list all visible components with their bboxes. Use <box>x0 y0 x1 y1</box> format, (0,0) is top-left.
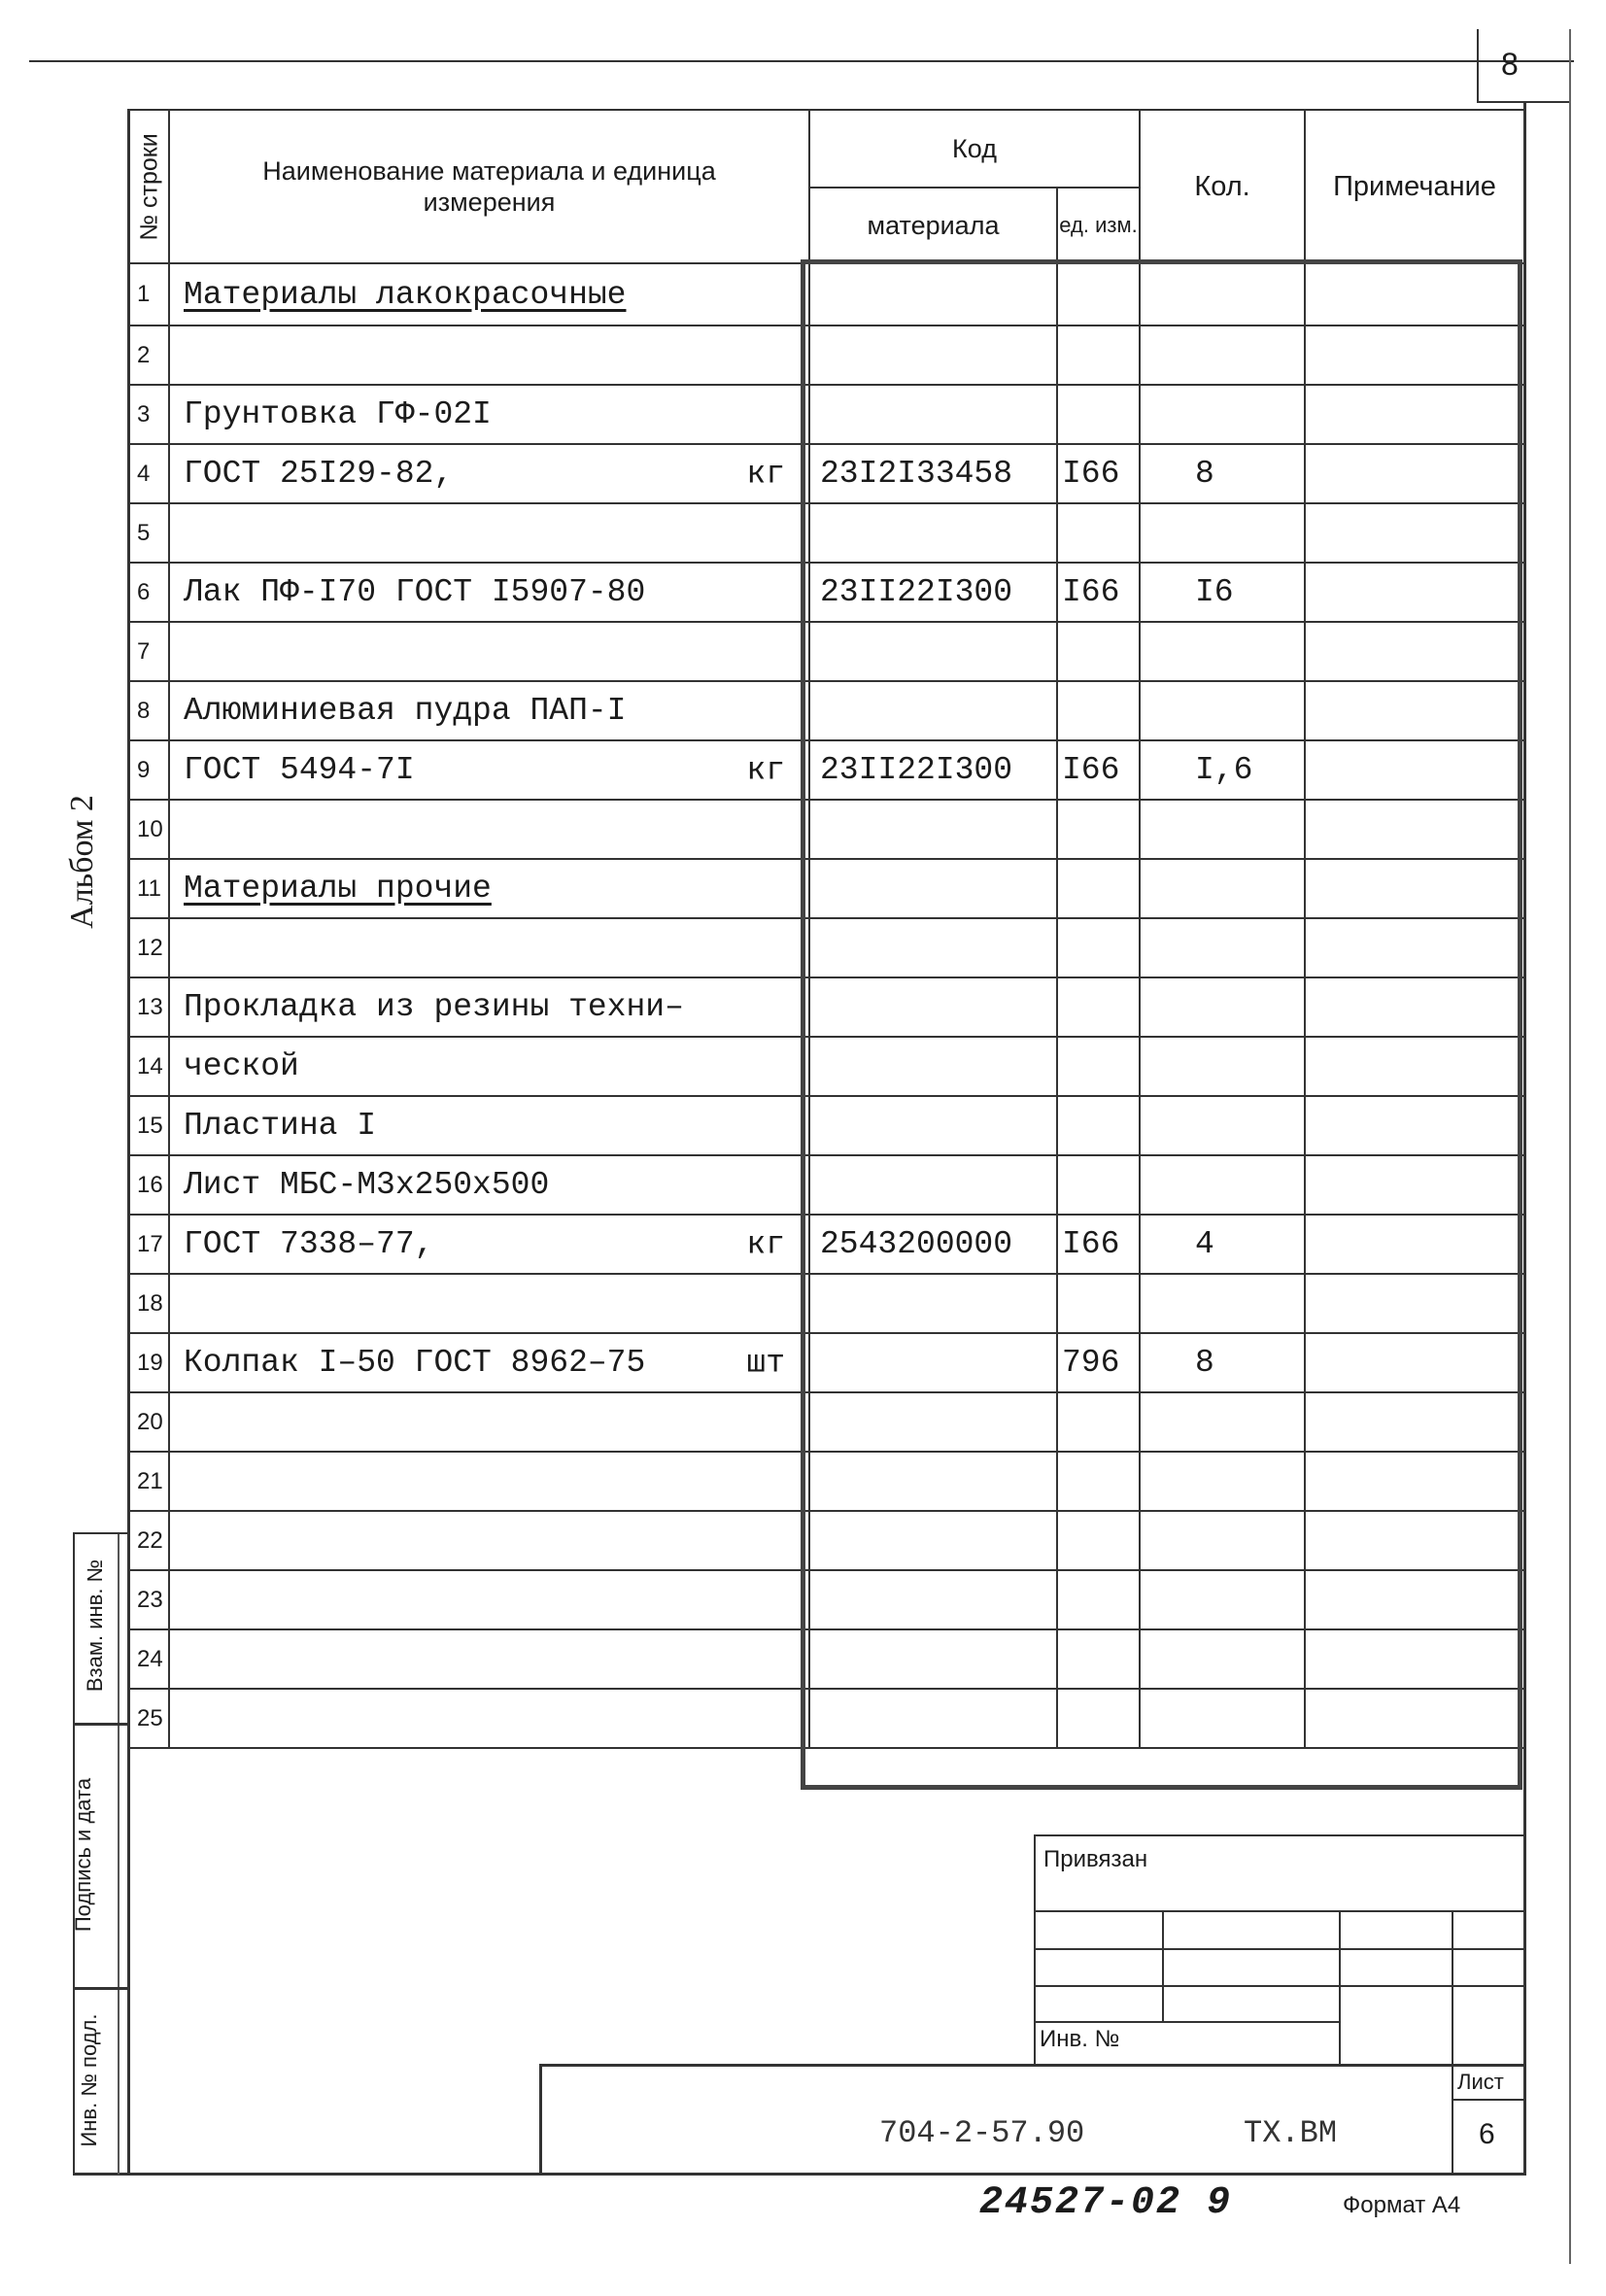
quantity: 4 <box>1140 1215 1305 1274</box>
material-name <box>169 859 809 918</box>
material-name <box>169 918 809 977</box>
top-rule <box>29 60 1574 62</box>
corner-box-bottom <box>1477 101 1569 103</box>
doc-mark: ТХ.ВМ <box>1244 2115 1338 2151</box>
outer-bottom-border <box>73 2173 1526 2176</box>
tb-h4 <box>1034 2021 1339 2023</box>
row-number: 22 <box>128 1511 169 1570</box>
doc-code: 704-2-57.90 <box>879 2115 1085 2151</box>
row-number: 6 <box>128 563 169 622</box>
unit-code: I66 <box>1057 1215 1140 1274</box>
privyazan-label: Привязан <box>1043 1846 1148 1872</box>
row-number: 23 <box>128 1570 169 1629</box>
tb-bottom-strip-left <box>539 2064 542 2175</box>
material-name-text: ГОСТ 7338–77, <box>184 1226 434 1262</box>
sheet-corner-number: 8 <box>1501 47 1519 82</box>
format-label: Формат А4 <box>1343 2192 1461 2218</box>
row-number: 20 <box>128 1392 169 1452</box>
material-name <box>169 563 809 622</box>
vzam-inv-label: Взам. инв. № <box>83 1559 107 1693</box>
material-name-text: Материалы прочие <box>184 871 492 907</box>
material-name-text: ГОСТ 25I29-82, <box>184 456 454 492</box>
material-name <box>169 977 809 1037</box>
row-number: 8 <box>128 681 169 740</box>
row-number: 15 <box>128 1096 169 1155</box>
material-unit: шт <box>746 1345 785 1381</box>
material-name <box>169 622 809 681</box>
inv-podl-label: Инв. № подл. <box>77 2013 101 2147</box>
material-unit: кг <box>746 752 785 788</box>
row-number: 24 <box>128 1629 169 1689</box>
quantity: I,6 <box>1140 740 1305 800</box>
row-number: 7 <box>128 622 169 681</box>
material-name-text: Материалы лакокрасочные <box>184 276 627 313</box>
sheet-number: 6 <box>1479 2118 1495 2150</box>
material-name <box>169 1629 809 1689</box>
album-label: Альбом 2 <box>64 795 100 929</box>
podpis-data-label: Подпись и дата <box>71 1777 95 1933</box>
material-name <box>169 800 809 859</box>
material-name-text: ческой <box>184 1048 299 1084</box>
material-code: 23II22I300 <box>809 563 1057 622</box>
material-name <box>169 263 809 326</box>
material-name <box>169 1155 809 1215</box>
tb-vert-main <box>1034 1834 1036 2066</box>
row-number: 21 <box>128 1452 169 1511</box>
row-number: 13 <box>128 977 169 1037</box>
row-number: 1 <box>128 263 169 326</box>
corner-box-left <box>1477 29 1479 103</box>
material-name <box>169 1392 809 1452</box>
header-note: Примечание <box>1305 110 1524 263</box>
material-name-text: Пластина I <box>184 1108 377 1144</box>
material-name <box>169 444 809 503</box>
material-unit: кг <box>746 1226 785 1262</box>
material-name-text: Прокладка из резины техни– <box>184 989 684 1025</box>
material-code: 23I2I33458 <box>809 444 1057 503</box>
quantity: 8 <box>1140 1333 1305 1392</box>
material-name <box>169 1570 809 1629</box>
material-name-text: Лист МБС-М3x250x500 <box>184 1167 550 1203</box>
material-name <box>169 1274 809 1333</box>
material-name <box>169 385 809 444</box>
material-name-text: Алюминиевая пудра ПАП-I <box>184 693 627 729</box>
row-number: 25 <box>128 1689 169 1748</box>
tb-bottom-strip-top <box>539 2064 1525 2067</box>
row-number: 5 <box>128 503 169 563</box>
unit-code: I66 <box>1057 444 1140 503</box>
tb-top <box>1034 1834 1525 1836</box>
material-code: 2543200000 <box>809 1215 1057 1274</box>
material-name <box>169 1215 809 1274</box>
material-name <box>169 681 809 740</box>
row-number: 19 <box>128 1333 169 1392</box>
material-name <box>169 1096 809 1155</box>
page-right-edge <box>1569 29 1571 2264</box>
inv-no-label: Инв. № <box>1040 2026 1120 2052</box>
quantity: I6 <box>1140 563 1305 622</box>
list-label: Лист <box>1457 2070 1504 2094</box>
material-name-text: Грунтовка ГФ-02I <box>184 396 492 432</box>
material-name-text: Колпак I–50 ГОСТ 8962–75 <box>184 1345 646 1381</box>
unit-code: I66 <box>1057 563 1140 622</box>
header-code-group: Код <box>809 110 1140 188</box>
material-unit: кг <box>746 456 785 492</box>
row-number: 4 <box>128 444 169 503</box>
row-number: 12 <box>128 918 169 977</box>
header-qty: Кол. <box>1140 110 1305 263</box>
data-area-thick-border <box>801 259 1522 1790</box>
material-name <box>169 326 809 385</box>
row-number: 2 <box>128 326 169 385</box>
row-number: 16 <box>128 1155 169 1215</box>
row-number: 10 <box>128 800 169 859</box>
row-number: 9 <box>128 740 169 800</box>
row-number: 3 <box>128 385 169 444</box>
header-code-unit: ед. изм. <box>1057 188 1140 263</box>
side-stamp-mid-line <box>118 1532 120 2175</box>
row-number: 18 <box>128 1274 169 1333</box>
tb-v3 <box>1452 1910 1453 2175</box>
quantity: 8 <box>1140 444 1305 503</box>
row-number: 17 <box>128 1215 169 1274</box>
header-code-material: материала <box>809 188 1057 263</box>
material-name <box>169 1037 809 1096</box>
tb-list-div <box>1452 2099 1525 2101</box>
unit-code: I66 <box>1057 740 1140 800</box>
material-name <box>169 1511 809 1570</box>
header-row-number: № строки <box>128 110 169 263</box>
material-code: 23II22I300 <box>809 740 1057 800</box>
unit-code: 796 <box>1057 1333 1140 1392</box>
material-name <box>169 1452 809 1511</box>
material-name <box>169 1689 809 1748</box>
material-name <box>169 1333 809 1392</box>
material-name-text: ГОСТ 5494-7I <box>184 752 415 788</box>
row-number: 14 <box>128 1037 169 1096</box>
tb-v1 <box>1162 1910 1164 2023</box>
material-name <box>169 503 809 563</box>
material-name <box>169 740 809 800</box>
row-number: 11 <box>128 859 169 918</box>
tb-v2 <box>1339 1910 1341 2066</box>
material-name-text: Лак ПФ-I70 ГОСТ I5907-80 <box>184 574 646 610</box>
header-name: Наименование материала и единица измерения <box>169 110 809 263</box>
side-stamp-div1 <box>73 1723 129 1726</box>
handwritten-number: 24527-02 9 <box>979 2181 1233 2225</box>
